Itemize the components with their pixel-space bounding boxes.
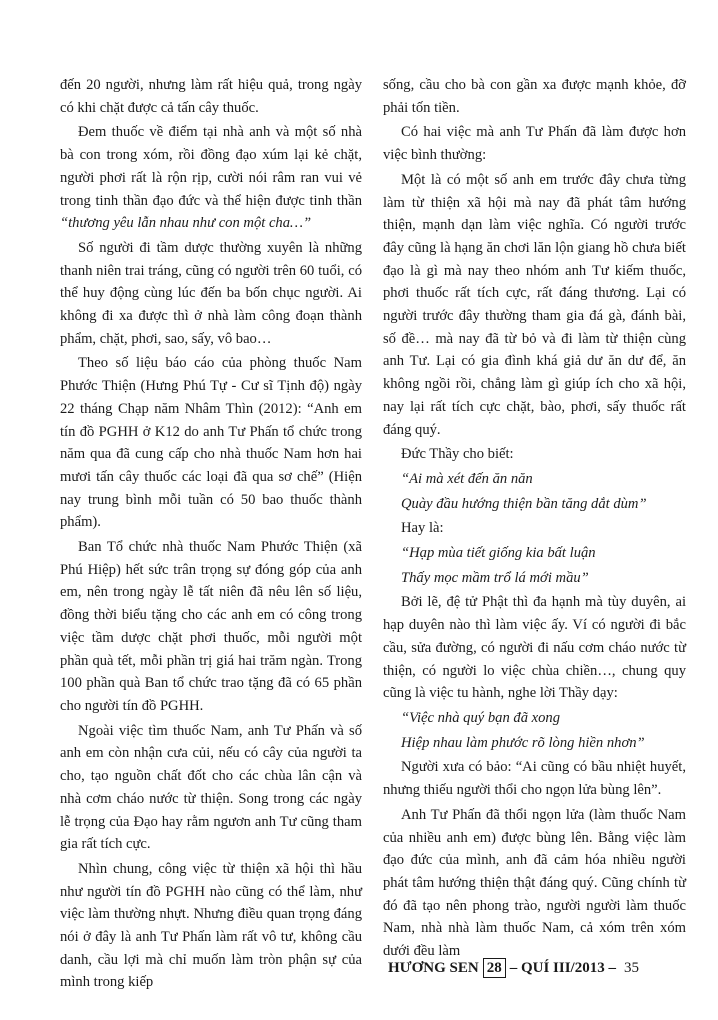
issue-quarter: – QUÍ III/2013 – xyxy=(509,959,616,976)
issue-number: 28 xyxy=(483,958,506,978)
right-column xyxy=(383,74,686,963)
quote-text: “thương yêu lẫn nhau như con một cha…” xyxy=(60,215,312,232)
paragraph: Người xưa có bảo: “Ai cũng có bầu nhiệt huyết, nhưng thiếu người thổi cho ngọn lửa bùng lên”. xyxy=(383,759,686,799)
poem-line: Quày đầu hướng thiện bần tăng dắt dùm” xyxy=(401,495,647,512)
poem-line: “Ai mà xét đến ăn năn xyxy=(401,470,533,487)
paragraph: Ngoài việc tìm thuốc Nam, anh Tư Phấn và số anh em còn nhận cưa củi, nếu có cây của người ta cho, tạo nguồn chất đốt cho các chùa lân cận và nhà cơm cháo nước từ thiện. Song trong các ngày lễ trọng của Đạo hay rằm ngươn anh Tư cũng tham gia rất tích cực. xyxy=(60,722,362,853)
page-footer xyxy=(388,958,688,978)
paragraph: Theo số liệu báo cáo của phòng thuốc Nam Phước Thiện (Hưng Phú Tự - Cư sĩ Tịnh độ) ngày 22 tháng Chạp năm Nhâm Thìn (2012): “Anh em tín đồ PGHH ở K12 do anh Tư Phấn tổ chức trong năm qua đã cung cấp cho nhà thuốc Nam hơn hai mươi tấn cây thuốc các loại đã qua sơ chế” (Hiện nay trung bình mỗi tuần có 50 bao thuốc thành phẩm). xyxy=(60,355,362,531)
paragraph: Một là có một số anh em trước đây chưa từng làm từ thiện xã hội mà nay đã phát tâm hướng thiện, mạnh dạn làm việc nghĩa. Có người trước đây cũng là hạng ăn chơi lăn lộn giang hồ chưa biết đạo là gì mà nay theo nhóm anh Tư kiếm thuốc, phơi thuốc rất tích cực, rất đáng thương. Lại có người trước đây thường tham gia đá gà, đánh bài, số đề… mà nay đã từ bỏ và đi làm từ thiện cùng anh Tư. Lại có gia đình khá giả dư ăn dư để, ăn không ngồi rồi, chẳng làm gì giúp ích cho xã hội, nay lại rất tích cực chặt, bào, phơi, sấy thuốc rất đáng quý. xyxy=(383,171,686,438)
paragraph: đến 20 người, nhưng làm rất hiệu quả, trong ngày có khi chặt được cả tấn cây thuốc. xyxy=(60,77,362,116)
paragraph: Số người đi tầm dược thường xuyên là những thanh niên trai tráng, cũng có người trên 60 tuổi, có thể huy động cùng lúc đến ba bốn chục người. Ai không đi xa được thì ở nhà làm công đoạn thành phẩm, chặt, phơi, sao, sấy, vô bao… xyxy=(60,239,362,347)
paragraph: Nhìn chung, công việc từ thiện xã hội thì hầu như người tín đồ PGHH nào cũng có thể làm, như việc làm thường nhựt. Nhưng điều quan trọng đáng nói ở đây là anh Tư Phấn làm rất vô tư, không cầu danh, cầu lợi mà chỉ muốn làm tròn phận sự của mình trong kiếp xyxy=(60,860,362,991)
poem-line: “Hạp mùa tiết giống kia bất luận xyxy=(401,545,596,562)
paragraph: Anh Tư Phấn đã thổi ngọn lửa (làm thuốc Nam của nhiều anh em) được bùng lên. Bằng việc làm đạo đức của mình, anh đã cảm hóa nhiều người phát tâm hướng thiện thật đáng quý. Cũng chính từ đó đã tạo nên phong trào, người người làm thuốc Nam, nhà nhà làm thuốc Nam, cả xóm trên xóm dưới đều làm xyxy=(383,806,686,960)
left-column xyxy=(60,74,362,994)
paragraph: Đức Thầy cho biết: xyxy=(401,446,514,463)
paragraph: Ban Tổ chức nhà thuốc Nam Phước Thiện (xã Phú Hiệp) hết sức trân trọng sự đóng góp của anh em, nên trong ngày lễ tất niên đã nêu lên số liệu, đồng thời biểu tặng cho các anh em có công trong việc tầm dược chặt phơi thuốc, mỗi người một phần quà tết, mỗi phần trị giá hai trăm ngàn. Trong 100 phần quà Ban tổ chức trao tặng đã có 65 phần cho người tín đồ PGHH. xyxy=(60,539,362,714)
paragraph: Có hai việc mà anh Tư Phấn đã làm được hơn việc bình thường: xyxy=(383,124,686,164)
poem-line: Thấy mọc mầm trổ lá mới mầu” xyxy=(401,569,589,586)
paragraph: Bởi lẽ, đệ tử Phật thì đa hạnh mà tùy duyên, ai hạp duyên nào thì làm việc ấy. Ví có người đi bắc cầu, sửa đường, có người đi nấu cơm cháo nước từ thiện, có người lo việc chùa chiền…, chung quy cũng là việc tu hành, nghe lời Thầy dạy: xyxy=(383,594,686,702)
paragraph: Hay là: xyxy=(401,520,444,537)
magazine-name: HƯƠNG SEN xyxy=(388,959,479,976)
poem-line: “Việc nhà quý bạn đã xong xyxy=(401,709,561,726)
paragraph: Đem thuốc về điểm tại nhà anh và một số nhà bà con trong xóm, rồi đồng đạo xúm lại kẻ chặt, người phơi rất là rộn rịp, cười nói râm ran vui vẻ trong tinh thần đạo đức và thể hiện được tinh thần “thương yêu lẫn nhau như con một cha…” xyxy=(60,124,362,232)
poem-line: Hiệp nhau làm phước rõ lòng hiền nhơn” xyxy=(401,734,645,751)
page-number: 35 xyxy=(623,959,639,976)
paragraph: sống, cầu cho bà con gần xa được mạnh khỏe, đỡ phải tốn tiền. xyxy=(383,77,686,116)
